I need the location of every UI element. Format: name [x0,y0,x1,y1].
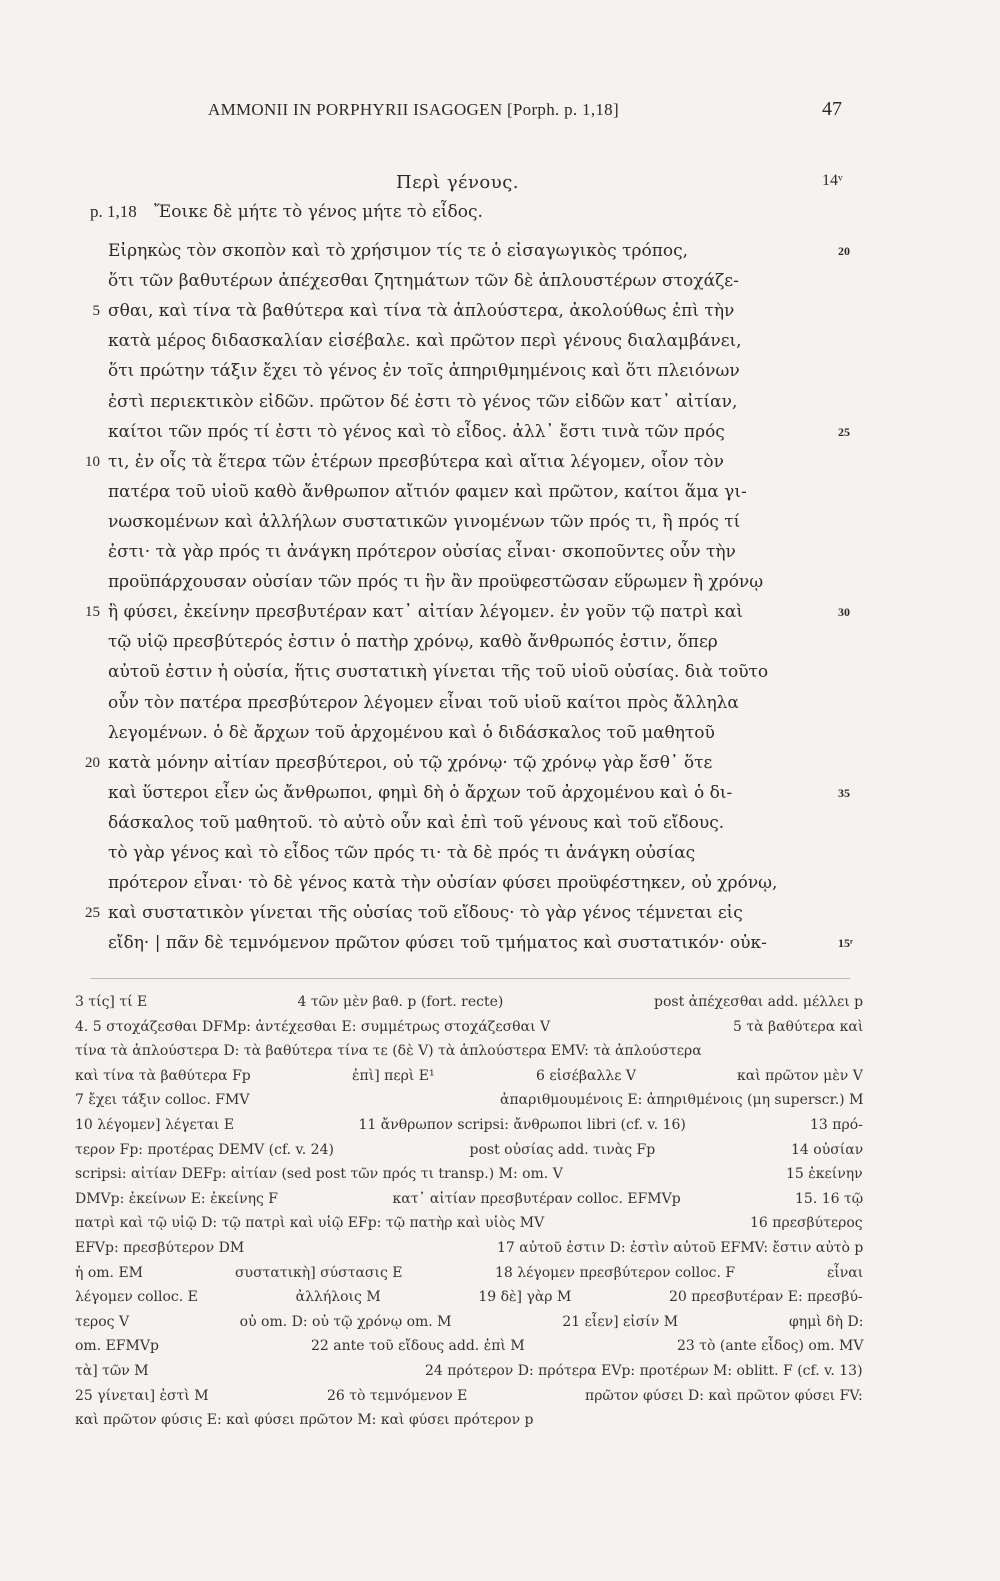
text-line [85,597,850,627]
text-line [90,808,830,838]
apparatus-entry: 26 τὸ τεμνόμενον E [327,1387,468,1404]
line-text: οὖν τὸν πατέρα πρεσβύτερον λέγομεν εἶναι τοῦ υἱοῦ καίτοι πρὸς ἄλληλα [108,692,739,713]
line-text: καὶ συστατικὸν γίνεται τῆς οὐσίας τοῦ εἴδους· τὸ γὰρ γένος τέμνεται εἰς [108,903,743,924]
apparatus-entry: om. EFMVp [75,1338,159,1355]
apparatus-entry: 4 τῶν μὲν βαθ. p (fort. recte) [297,994,504,1010]
page-number: 47 [822,98,842,120]
apparatus-line [75,1261,865,1285]
apparatus-entry: post ἀπέχεσθαι add. μέλλει p [654,994,864,1010]
apparatus-entry: 15 ἐκείνην [786,1166,863,1183]
apparatus-entry: τερος V [75,1313,130,1330]
line-text: καὶ ὕστεροι εἶεν ὡς ἄνθρωποι, φημὶ δὴ ὁ ἄρχων τοῦ ἀρχομένου καὶ ὁ δι- [108,782,733,803]
text-line [90,387,830,417]
text-line [85,748,830,778]
apparatus-entry: φημὶ δὴ D: [789,1313,864,1330]
apparatus-entry: EFVp: πρεσβύτερον DM [75,1240,245,1256]
text-line [90,477,830,507]
apparatus-line [75,1088,865,1112]
apparatus-entry: 3 τίς] τί E [75,994,148,1010]
apparatus-line [75,1113,865,1137]
apparatus-line [75,1162,865,1186]
text-line [85,898,830,928]
margin-reference: 15ʳ [838,936,854,951]
apparatus-line [75,1138,865,1162]
apparatus-line [75,1236,865,1260]
apparatus-line [75,1211,865,1235]
text-line [90,236,850,266]
apparatus-entry: 5 τὰ βαθύτερα καὶ [733,1018,864,1035]
text-line [85,447,830,477]
apparatus-entry: 14 οὐσίαν [791,1141,864,1158]
text-line [90,657,830,687]
apparatus-entry: 17 αὐτοῦ ἐστιν D: ἐστὶν αὐτοῦ EFMV: ἔστιν αὐτὸ p [497,1240,864,1256]
text-line [90,627,830,657]
text-line [90,266,830,296]
line-text: δάσκαλος τοῦ μαθητοῦ. τὸ αὐτὸ οὖν καὶ ἐπὶ τοῦ γένους καὶ τοῦ εἴδους. [108,812,725,833]
apparatus-entry: 11 ἄνθρωπον scripsi: ἄνθρωποι libri (cf. v. 16) [358,1117,686,1133]
margin-reference: 20 [838,244,850,258]
apparatus-entry: συστατικὴ] σύστασις E [235,1264,403,1281]
apparatus-entry: 10 λέγομεν] λέγεται E [75,1117,235,1133]
line-number: 5 [92,303,100,320]
line-text: καίτοι τῶν πρός τί ἐστι τὸ γένος καὶ τὸ εἶδος. ἀλλ᾽ ἔστι τινὰ τῶν πρός [108,421,725,442]
apparatus-line [75,1064,865,1088]
margin-reference: 25 [838,424,850,439]
text-line [90,778,850,808]
line-text: ὅτι τῶν βαθυτέρων ἀπέχεσθαι ζητημάτων τῶν δὲ ἁπλουστέρων στοχάζε- [108,271,739,292]
apparatus-entry: καὶ τίνα τὰ βαθύτερα Fp [75,1067,251,1084]
line-text: νωσκομένων καὶ ἀλλήλων συστατικῶν γινομένων τῶν πρός τι, ἢ πρός τί [108,511,741,532]
lemma-line [90,202,483,222]
apparatus-entry: ἀπαριθμουμένοις E: ἀπηριθμένοις (μη superscr.) M [500,1092,864,1109]
apparatus-entry: 13 πρό- [810,1117,863,1133]
apparatus-entry: 23 τὸ (ante εἶδος) om. MV [677,1338,864,1355]
apparatus-entry: DMVp: ἐκείνων E: ἐκείνης F [75,1190,278,1207]
apparatus-line [75,1334,865,1358]
text-line [90,718,830,748]
apparatus-entry: κατ᾽ αἰτίαν πρεσβυτέραν colloc. EFMVp [392,1190,681,1207]
apparatus-entry: τίνα τὰ ἁπλούστερα D: τὰ βαθύτερα τίνα τε (δὲ V) τὰ ἁπλούστερα EMV: τὰ ἁπλούστερα [75,1043,702,1060]
line-text: ἐστι· τὰ γὰρ πρός τι ἀνάγκη πρότερον οὐσίας εἶναι· σκοποῦντες οὖν τὴν [108,542,736,562]
apparatus-line [75,990,865,1014]
line-text: τὸ γὰρ γένος καὶ τὸ εἶδος τῶν πρός τι· τὰ δὲ πρός τι ἀνάγκη οὐσίας [108,843,696,863]
apparatus-entry: 25 γίνεται] ἐστὶ M [75,1387,209,1404]
text-line [90,537,830,567]
apparatus-line [75,1039,865,1063]
line-text: Εἰρηκὼς τὸν σκοπὸν καὶ τὸ χρήσιμον τίς τε ὁ εἰσαγωγικὸς τρόπος, [108,241,689,261]
apparatus-entry: καὶ πρῶτον μὲν V [737,1067,863,1084]
apparatus-entry: ἀλλήλοις M [295,1289,381,1306]
apparatus-entry: τερον Fp: προτέρας DEMV (cf. v. 24) [75,1141,334,1158]
apparatus-entry: 16 πρεσβύτερος [750,1215,863,1232]
line-text: ὅτι πρώτην τάξιν ἔχει τὸ γένος ἐν τοῖς ἀπηριθμημένοις καὶ ὅτι πλειόνων [108,361,740,382]
apparatus-entry: πατρὶ καὶ τῷ υἱῷ D: τῷ πατρὶ καὶ υἱῷ EFp: τῷ πατὴρ καὶ υἱὸς MV [75,1215,545,1232]
text-line [90,356,830,386]
apparatus-line [75,1015,865,1039]
apparatus-entry: scripsi: αἰτίαν DEFp: αἰτίαν (sed post τῶν πρός τι transp.) M: om. V [75,1166,563,1183]
lemma-text: Ἔοικε δὲ μήτε τὸ γένος μήτε τὸ εἶδος. [154,202,483,222]
apparatus-line [75,1187,865,1211]
text-line [90,507,830,537]
apparatus-entry: 20 πρεσβυτέραν E: πρεσβύ- [669,1289,863,1306]
text-line [90,688,830,718]
line-text: τῷ υἱῷ πρεσβύτερός ἐστιν ὁ πατὴρ χρόνῳ, καθὸ ἄνθρωπός ἐστιν, ὅπερ [108,632,718,653]
margin-reference: 35 [838,785,850,800]
apparatus-entry: εἶναι [827,1264,864,1281]
apparatus-entry: 24 πρότερον D: πρότερα EVp: προτέρων M: oblitt. F (cf. v. 13) [425,1363,863,1379]
apparatus-entry: 4. 5 στοχάζεσθαι DFMp: ἀντέχεσθαι E: συμμέτρως στοχάζεσθαι V [75,1018,551,1035]
line-text: αὐτοῦ ἐστιν ἡ οὐσία, ἥτις συστατικὴ γίνεται τῆς τοῦ υἱοῦ οὐσίας. διὰ τοῦτο [108,662,769,683]
apparatus-line [75,1310,865,1334]
apparatus-line [75,1408,865,1432]
line-number: 15 [85,604,100,621]
apparatus-line [75,1359,865,1383]
apparatus-entry: 15. 16 τῷ [795,1190,864,1207]
lemma-reference: p. 1,18 [90,202,137,221]
text-line [90,417,850,447]
apparatus-entry: 21 εἶεν] εἰσίν M [562,1313,679,1330]
apparatus-entry: 18 λέγομεν πρεσβύτερον colloc. F [495,1264,736,1281]
apparatus-line [75,1384,865,1408]
text-line [90,326,830,356]
line-number: 25 [85,905,100,922]
apparatus-entry: post οὐσίας add. τινὰς Fp [469,1141,656,1158]
line-text: λεγομένων. ὁ δὲ ἄρχων τοῦ ἀρχομένου καὶ ὁ διδάσκαλος τοῦ μαθητοῦ [108,722,715,743]
apparatus-entry: οὐ om. D: οὐ τῷ χρόνῳ om. M [239,1313,452,1330]
apparatus-entry: 6 εἰσέβαλλε V [536,1067,637,1084]
apparatus-entry: λέγομεν colloc. E [75,1289,198,1306]
text-line [90,868,830,898]
apparatus-entry: ἐπὶ] περὶ E¹ [352,1067,435,1084]
apparatus-entry: 19 δὲ] γὰρ M [478,1289,572,1306]
line-text: εἴδη· | πᾶν δὲ τεμνόμενον πρῶτον φύσει τοῦ τμήματος καὶ συστατικόν· οὐκ- [108,933,767,954]
apparatus-divider [90,978,850,979]
section-title: Περὶ γένους. [396,172,519,193]
text-line [90,928,854,958]
line-text: ἢ φύσει, ἐκείνην πρεσβυτέραν κατ᾽ αἰτίαν λέγομεν. ἐν γοῦν τῷ πατρὶ καὶ [108,602,744,623]
apparatus-entry: τὰ] τῶν M [75,1363,149,1379]
line-text: πρότερον εἶναι· τὸ δὲ γένος κατὰ τὴν οὐσίαν φύσει προϋφέστηκεν, οὐ χρόνῳ, [108,873,778,894]
text-line [90,838,830,868]
folio-marker: 14ᵛ [822,172,843,189]
margin-reference: 30 [838,605,850,620]
line-text: σθαι, καὶ τίνα τὰ βαθύτερα καὶ τίνα τὰ ἁπλούστερα, ἀκολούθως ἐπὶ τὴν [108,301,735,322]
text-line [90,567,830,597]
text-line [90,296,830,326]
apparatus-line [75,1285,865,1309]
line-text: κατὰ μόνην αἰτίαν πρεσβύτεροι, οὐ τῷ χρόνῳ· τῷ χρόνῳ γὰρ ἔσθ᾽ ὅτε [108,752,713,773]
line-number: 10 [85,453,100,470]
line-text: τι, ἐν οἷς τὰ ἕτερα τῶν ἑτέρων πρεσβύτερα καὶ αἴτια λέγομεν, οἷον τὸν [108,451,724,472]
line-number: 20 [85,754,100,771]
apparatus-entry: πρῶτον φύσει D: καὶ πρῶτον φύσει FV: [585,1387,863,1404]
apparatus-entry: 22 ante τοῦ εἴδους add. ἐπὶ M [311,1338,525,1355]
apparatus-entry: ἡ om. EM [75,1264,143,1281]
line-text: κατὰ μέρος διδασκαλίαν εἰσέβαλε. καὶ πρῶτον περὶ γένους διαλαμβάνει, [108,331,742,352]
apparatus-entry: 7 ἔχει τάξιν colloc. FMV [75,1092,250,1109]
apparatus-entry: καὶ πρῶτον φύσις E: καὶ φύσει πρῶτον M: καὶ φύσει πρότερον p [75,1412,534,1429]
line-text: προϋπάρχουσαν οὐσίαν τῶν πρός τι ἣν ἂν προϋφεστῶσαν εὕρωμεν ἢ χρόνῳ [108,572,764,593]
line-text: πατέρα τοῦ υἱοῦ καθὸ ἄνθρωπον αἴτιόν φαμεν καὶ πρῶτον, καίτοι ἅμα γι- [108,481,747,502]
line-text: ἐστὶ περιεκτικὸν εἰδῶν. πρῶτον δέ ἐστι τὸ γένος τῶν εἰδῶν κατ᾽ αἰτίαν, [108,391,738,412]
running-head: AMMONII IN PORPHYRII ISAGOGEN [Porph. p. 1,18] [208,100,619,119]
